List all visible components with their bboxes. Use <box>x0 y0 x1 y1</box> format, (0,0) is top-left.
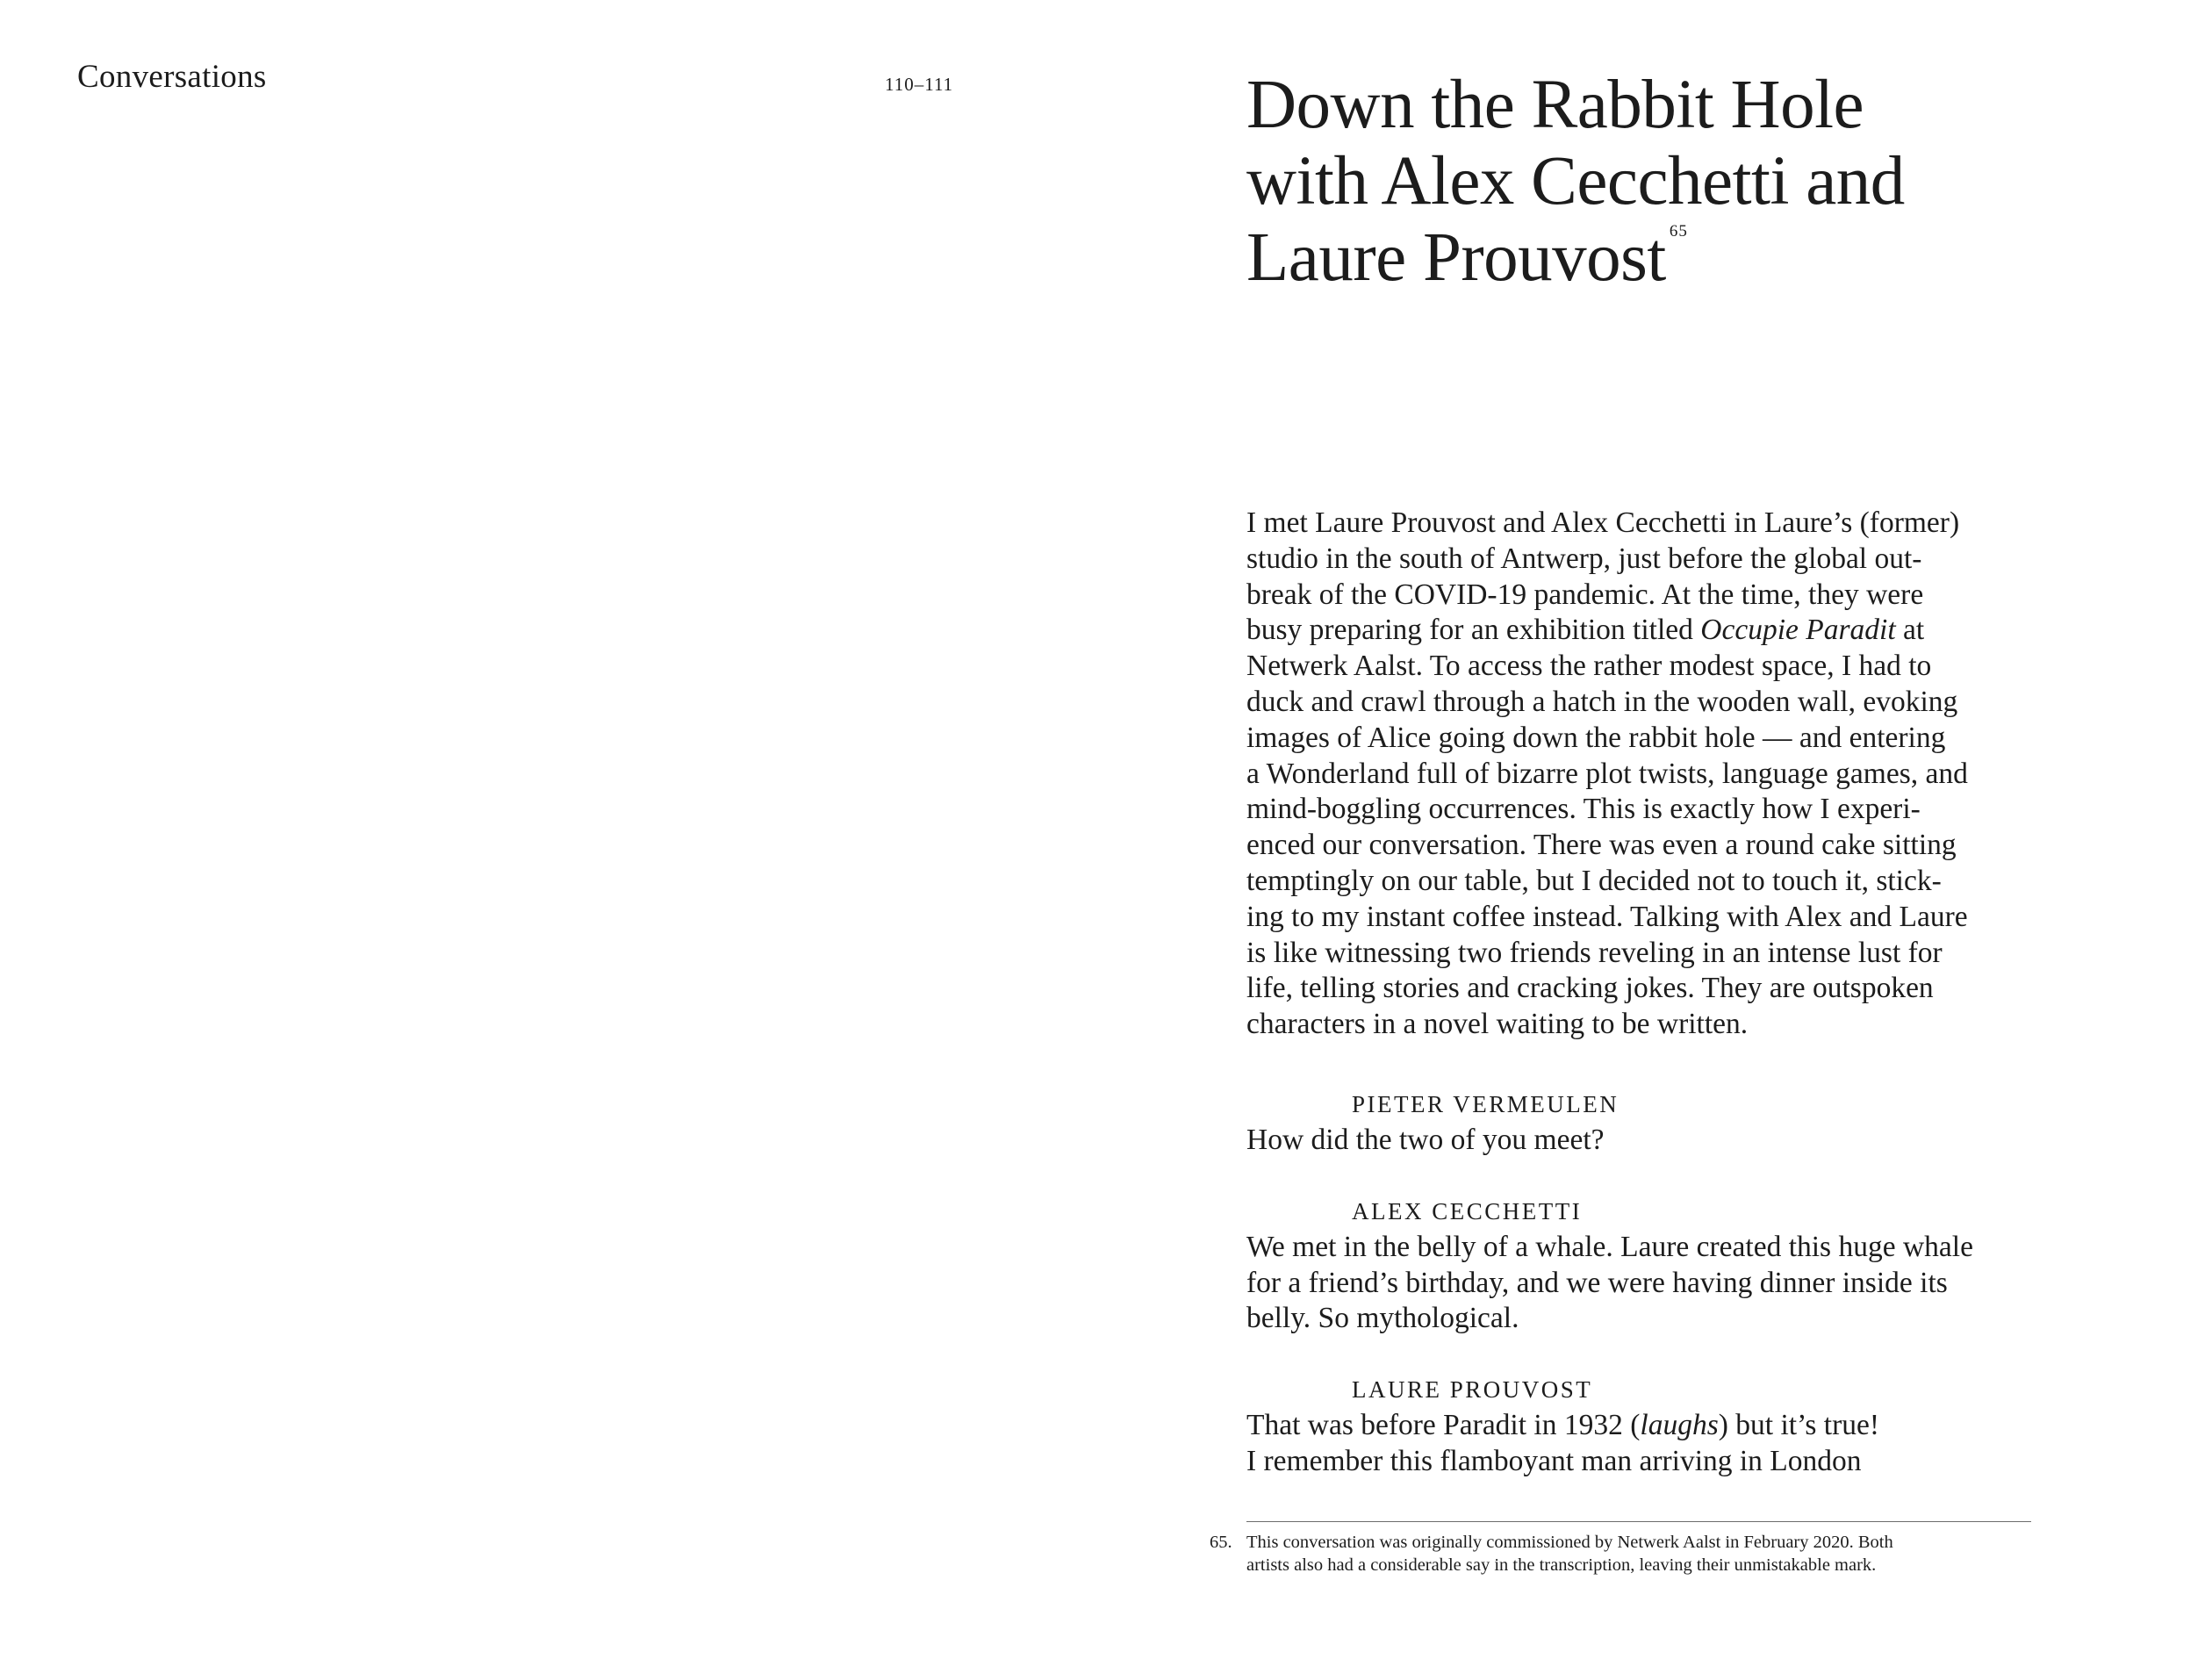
footnote-number: 65. <box>1210 1533 1232 1552</box>
intro-line <box>1246 613 2036 649</box>
intro-line: enced our conversation. There was even a round cake sitting <box>1246 829 1957 862</box>
intro-text: at <box>1895 614 1925 647</box>
footnote-text <box>1246 1532 2052 1576</box>
speech-text: ) but it’s true! <box>1718 1408 1880 1441</box>
stage-direction: laughs <box>1640 1408 1719 1441</box>
speaker-name: PIETER VERMEULEN <box>1352 1091 1620 1117</box>
speaker-name: LAURE PROUVOST <box>1352 1376 1593 1403</box>
intro-line: I met Laure Prouvost and Alex Cecchetti in Laure’s (former) <box>1246 506 1960 539</box>
speech-line: We met in the belly of a whale. Laure created this huge whale <box>1246 1230 1973 1263</box>
dialogue-turn-alex <box>1246 1194 2036 1337</box>
intro-text: busy preparing for an exhibition titled <box>1246 614 1701 647</box>
title-line: Down the Rabbit Hole <box>1246 67 1864 143</box>
exhibition-title: Occupie Paradit <box>1700 614 1896 647</box>
footnote <box>1210 1532 2052 1576</box>
intro-line: break of the COVID-19 pandemic. At the time, they were <box>1246 578 1924 611</box>
footnote-line: This conversation was originally commissioned by Netwerk Aalst in February 2020. Both <box>1246 1533 1893 1552</box>
speech-line: belly. So mythological. <box>1246 1302 1519 1335</box>
intro-line: duck and crawl through a hatch in the wooden wall, evoking <box>1246 685 1958 718</box>
speech-line: I remember this flamboyant man arriving in London <box>1246 1444 1862 1477</box>
title-line: Laure Prouvost <box>1246 219 1666 296</box>
intro-line: studio in the south of Antwerp, just before the global out- <box>1246 542 1922 575</box>
speech-line: How did the two of you meet? <box>1246 1123 1605 1156</box>
page-numbers: 110–111 <box>885 74 954 95</box>
intro-paragraph <box>1246 506 2036 1043</box>
speech-line: for a friend’s birthday, and we were having dinner inside its <box>1246 1266 1948 1299</box>
speech-line <box>1246 1408 2036 1444</box>
intro-line: life, telling stories and cracking jokes. They are outspoken <box>1246 972 1934 1005</box>
dialogue-turn-pieter <box>1246 1087 2036 1159</box>
footnote-reference[interactable]: 65 <box>1669 222 1688 241</box>
footnote-line: artists also had a considerable say in the transcription, leaving their unmistakable mark. <box>1246 1555 1877 1575</box>
intro-line: images of Alice going down the rabbit hole — and entering <box>1246 721 1946 754</box>
speaker-name: ALEX CECCHETTI <box>1352 1198 1583 1224</box>
footnote-divider <box>1246 1521 2031 1522</box>
intro-line: mind-boggling occurrences. This is exactly how I experi- <box>1246 793 1921 826</box>
dialogue-turn-laure <box>1246 1372 2036 1479</box>
intro-line: a Wonderland full of bizarre plot twists, language games, and <box>1246 757 1968 790</box>
intro-line: is like witnessing two friends reveling in an intense lust for <box>1246 936 1943 969</box>
speech <box>1246 1123 2036 1159</box>
intro-line: Netwerk Aalst. To access the rather modest space, I had to <box>1246 650 1932 683</box>
running-head: Conversations <box>77 59 267 95</box>
speech <box>1246 1230 2036 1337</box>
intro-line: ing to my instant coffee instead. Talking with Alex and Laure <box>1246 900 1968 933</box>
intro-line: temptingly on our table, but I decided not to touch it, stick- <box>1246 864 1942 897</box>
article-title <box>1246 67 2124 313</box>
intro-line: characters in a novel waiting to be written. <box>1246 1008 1749 1041</box>
speech <box>1246 1408 2036 1480</box>
title-line: with Alex Cecchetti and <box>1246 143 1905 219</box>
speech-text: That was before Paradit in 1932 ( <box>1246 1408 1641 1441</box>
